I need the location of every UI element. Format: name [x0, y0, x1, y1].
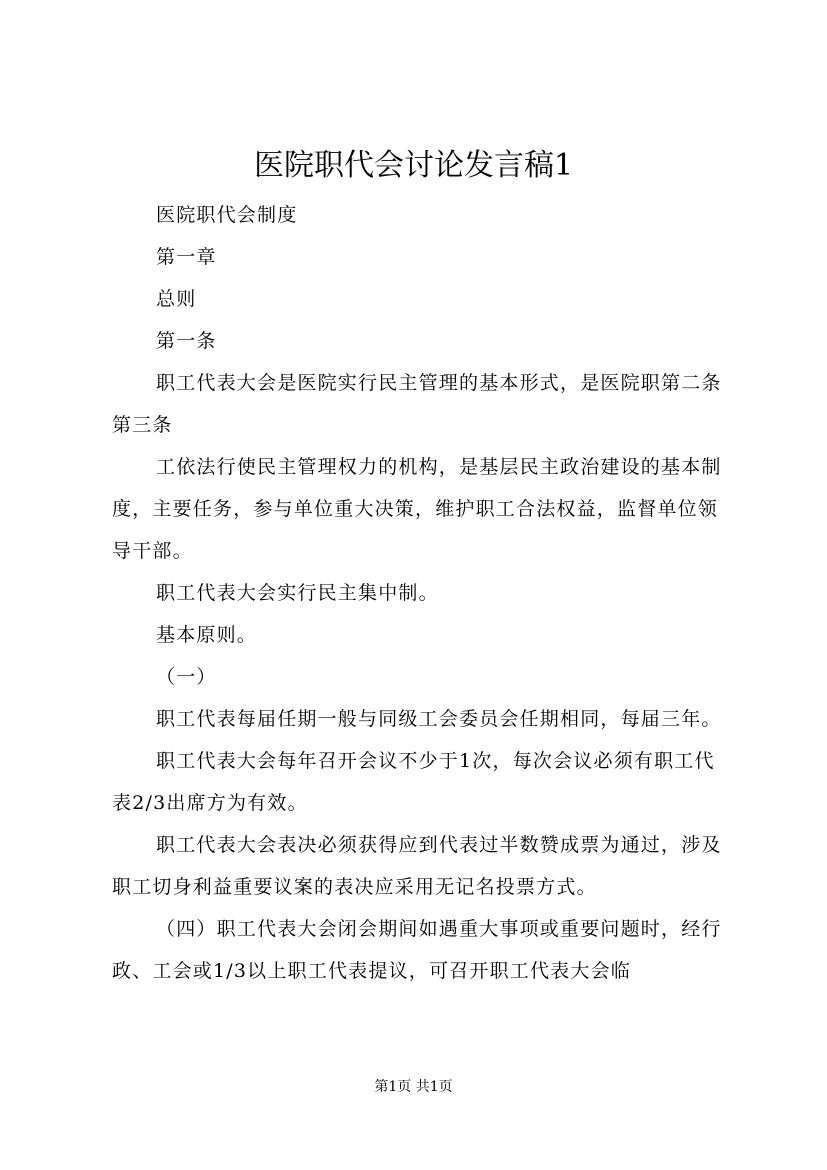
paragraph: 职工代表大会表决必须获得应到代表过半数赞成票为通过，涉及职工切身利益重要议案的表决应采用无记名投票方式。: [112, 834, 722, 898]
document-title: 医院职代会讨论发言稿1: [253, 148, 574, 183]
paragraph: 医院职代会制度: [156, 204, 298, 226]
document-body: [112, 194, 727, 992]
page-footer: 第1页 共1页: [374, 1079, 453, 1095]
paragraph: （一）: [156, 666, 217, 688]
paragraph: 职工代表大会是医院实行民主管理的基本形式，是医院职第二条第三条: [112, 372, 722, 436]
paragraph: 基本原则。: [156, 624, 258, 646]
paragraph: 职工代表大会每年召开会议不少于1次，每次会议必须有职工代表2/3出席方为有效。: [112, 750, 715, 814]
paragraph: 职工代表每届任期一般与同级工会委员会任期相同，每届三年。: [156, 708, 722, 730]
paragraph: 职工代表大会实行民主集中制。: [156, 582, 439, 604]
paragraph: 第一条: [156, 330, 217, 352]
paragraph: 第一章: [156, 246, 217, 268]
paragraph: 总则: [156, 288, 197, 310]
paragraph: （四）职工代表大会闭会期间如遇重大事项或重要问题时，经行政、工会或1/3以上职工代表提议，可召开职工代表大会临: [112, 918, 722, 982]
paragraph: 工依法行使民主管理权力的机构，是基层民主政治建设的基本制度，主要任务，参与单位重大决策，维护职工合法权益，监督单位领导干部。: [112, 456, 722, 562]
